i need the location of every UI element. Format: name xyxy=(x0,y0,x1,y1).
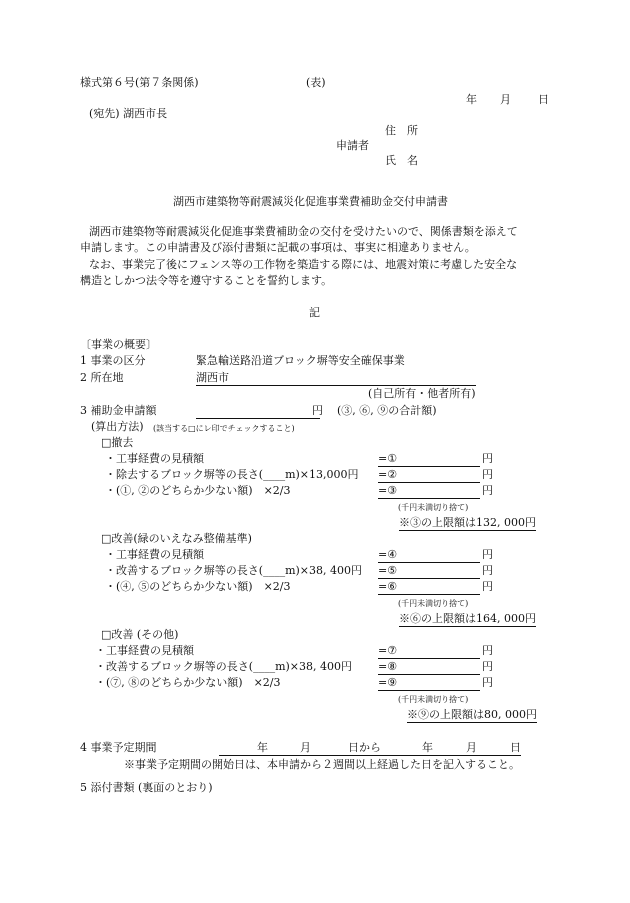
page-side-label: (表) xyxy=(306,76,326,89)
improve-other-field-1[interactable]: =⑦ xyxy=(378,645,480,659)
item3-label: 3 補助金申請額 xyxy=(80,404,157,417)
improve-green-field-2[interactable]: =⑤ xyxy=(378,565,480,579)
addressee: (宛先) 湖西市長 xyxy=(89,107,168,120)
start-year-label: 年 xyxy=(257,741,268,754)
yen-unit: 円 xyxy=(482,660,493,673)
address-label: 住 所 xyxy=(385,124,418,137)
item4-label: 4 事業予定期間 xyxy=(80,741,157,754)
yen-unit: 円 xyxy=(482,468,493,481)
body-line-1: 湖西市建築物等耐震減災化促進事業費補助金の交付を受けたいので、関係書類を添えて xyxy=(89,225,518,238)
removal-field-2[interactable]: =② xyxy=(378,469,480,483)
removal-checkbox[interactable]: □撤去 xyxy=(101,436,134,449)
yen-unit: 円 xyxy=(482,580,493,593)
body-line-4: 構造としかつ法令等を遵守することを誓約します。 xyxy=(80,274,333,287)
applicant-label: 申請者 xyxy=(336,139,369,152)
end-day-label: 日 xyxy=(510,741,521,754)
improve-other-row-3: ・(⑦, ⑧のどちらか少ない額) ×2/3 xyxy=(95,676,281,689)
date-year-label: 年 xyxy=(466,93,477,106)
subsidy-amount-field[interactable] xyxy=(196,405,320,419)
name-label: 氏 名 xyxy=(385,154,418,167)
improve-green-field-3[interactable]: =⑥ xyxy=(378,581,480,595)
removal-field-1[interactable]: =① xyxy=(378,453,480,467)
ownership-note: (自己所有・他者所有) xyxy=(368,387,476,400)
start-day-label: 日から xyxy=(348,741,381,754)
removal-field-3[interactable]: =③ xyxy=(378,485,480,499)
yen-unit: 円 xyxy=(482,452,493,465)
improve-green-field-1[interactable]: =④ xyxy=(378,549,480,563)
removal-row-2: ・除去するブロック塀等の長さ(____m)×13,000円 xyxy=(105,468,359,481)
removal-row-3: ・(①, ②のどちらか少ない額) ×2/3 xyxy=(105,484,291,497)
improve-green-row-2: ・改善するブロック塀等の長さ(____m)×38, 400円 xyxy=(105,564,362,577)
rounding-note: (千円未満切り捨て) xyxy=(398,695,469,704)
calc-method-label: (算出方法) xyxy=(91,420,144,433)
improve-other-field-2[interactable]: =⑧ xyxy=(378,661,480,675)
item5-label: 5 添付書類 (裏面のとおり) xyxy=(80,781,213,794)
improve-other-field-3[interactable]: =⑨ xyxy=(378,677,480,691)
body-line-2: 申請します。この申請書及び添付書類に記載の事項は、事実に相違ありません。 xyxy=(80,241,476,254)
body-line-3: なお、事業完了後にフェンス等の工作物を築造する際には、地震対策に考慮した安全な xyxy=(89,258,518,271)
rounding-note: (千円未満切り捨て) xyxy=(398,503,469,512)
rounding-note: (千円未満切り捨て) xyxy=(398,599,469,608)
item2-label: 2 所在地 xyxy=(80,371,124,384)
start-month-label: 月 xyxy=(300,741,311,754)
subsidy-sum-note: (③, ⑥, ⑨の合計額) xyxy=(337,404,437,417)
yen-unit: 円 xyxy=(482,644,493,657)
improve-other-row-2: ・改善するブロック塀等の長さ(____m)×38, 400円 xyxy=(95,660,352,673)
end-month-label: 月 xyxy=(466,741,477,754)
item1-label: 1 事業の区分 xyxy=(80,354,146,367)
overview-heading: 〔事業の概要〕 xyxy=(80,338,157,351)
subsidy-unit: 円 xyxy=(312,404,323,417)
improve-other-limit-note: ※⑨の上限額は80, 000円 xyxy=(407,708,537,721)
removal-limit-note: ※③の上限額は132, 000円 xyxy=(399,516,536,529)
item1-value: 緊急輸送路沿道ブロック塀等安全確保事業 xyxy=(196,354,405,367)
ki-heading: 記 xyxy=(309,306,320,319)
calc-method-note: (該当する□にレ印でチェックすること) xyxy=(153,424,295,433)
yen-unit: 円 xyxy=(482,564,493,577)
form-number: 様式第６号(第７条関係) xyxy=(80,76,199,89)
removal-row-1: ・工事経費の見積額 xyxy=(105,452,204,465)
improve-green-row-3: ・(④, ⑤のどちらか少ない額) ×2/3 xyxy=(105,580,291,593)
date-day-label: 日 xyxy=(538,93,549,106)
improve-other-checkbox[interactable]: □改善 (その他) xyxy=(101,628,179,641)
schedule-note: ※事業予定期間の開始日は、本申請から２週間以上経過した日を記入すること。 xyxy=(124,758,520,771)
date-month-label: 月 xyxy=(500,93,511,106)
yen-unit: 円 xyxy=(482,548,493,561)
location-field[interactable]: 湖西市 xyxy=(196,372,476,386)
yen-unit: 円 xyxy=(482,484,493,497)
improve-green-checkbox[interactable]: □改善(緑のいえなみ整備基準) xyxy=(101,532,252,545)
yen-unit: 円 xyxy=(482,676,493,689)
page-title: 湖西市建築物等耐震減災化促進事業費補助金交付申請書 xyxy=(173,195,448,208)
improve-green-limit-note: ※⑥の上限額は164, 000円 xyxy=(399,612,536,625)
end-year-label: 年 xyxy=(422,741,433,754)
improve-other-row-1: ・工事経費の見積額 xyxy=(95,644,194,657)
improve-green-row-1: ・工事経費の見積額 xyxy=(105,548,204,561)
